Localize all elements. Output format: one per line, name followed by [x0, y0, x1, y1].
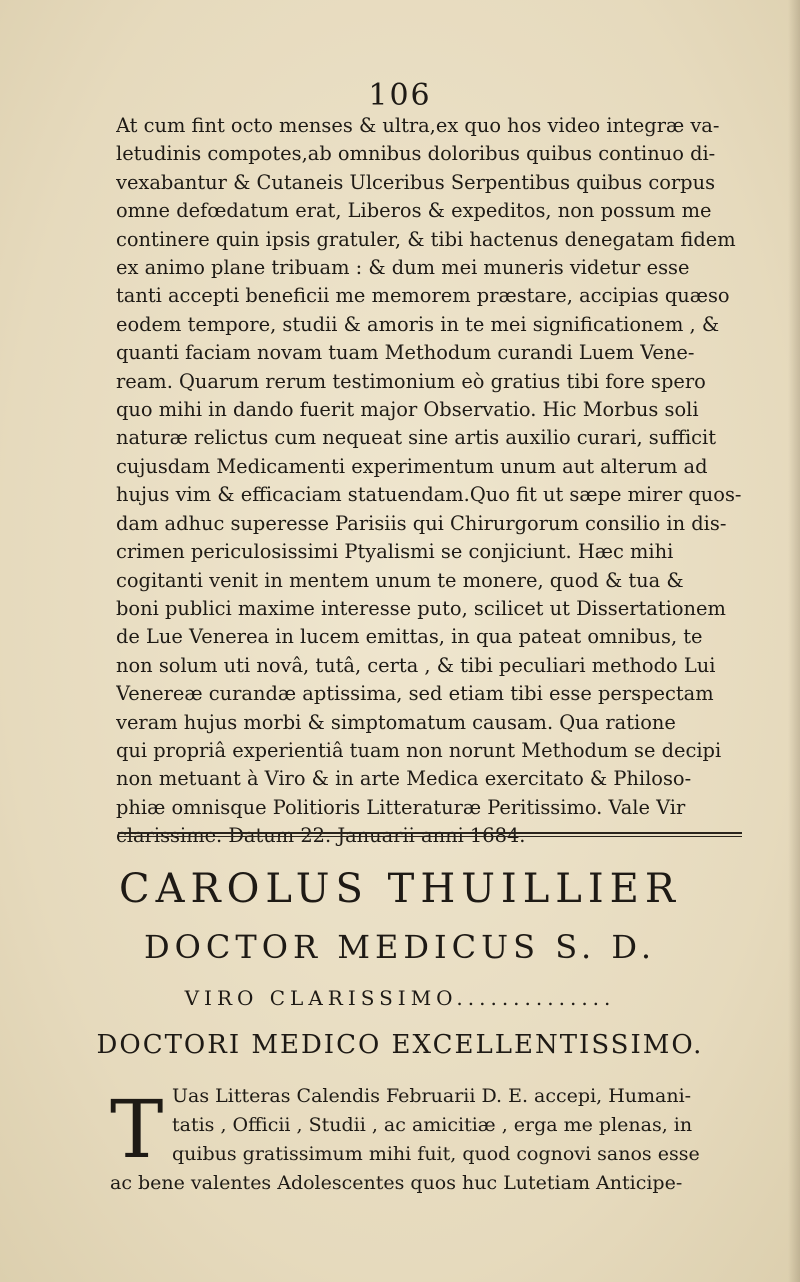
text-line: vexabantur & Cutaneis Ulceribus Serpentibus quibus corpus [116, 170, 716, 194]
letter-author: CAROLUS THUILLIER [119, 866, 681, 912]
text-line: letudinis compotes,ab omnibus doloribus quibus continuo di- [116, 142, 716, 166]
text-line: non metuant à Viro & in arte Medica exercitato & Philoso- [116, 767, 692, 791]
text-line: cujusdam Medicamenti experimentum unum aut alterum ad [116, 454, 708, 478]
text-line: omne defœdatum erat, Liberos & expeditos, non possum me [116, 199, 712, 223]
text-line: phiæ omnisque Politioris Litteraturæ Peritissimo. Vale Vir [116, 795, 686, 819]
recipient-title: DOCTORI MEDICO EXCELLENTISSIMO. [96, 1030, 704, 1060]
text-line: veram hujus morbi & simptomatum causam. Qua ratione [116, 710, 676, 734]
text-line: quo mihi in dando fuerit major Observatio. Hic Morbus soli [116, 398, 699, 422]
section-divider [118, 832, 742, 834]
text-line: At cum fint octo menses & ultra,ex quo hos video integræ va- [116, 114, 720, 137]
text-line: ream. Quarum rerum testimonium eò gratius tibi fore spero [116, 369, 706, 393]
text-line: hujus vim & efficaciam statuendam.Quo fit ut sæpe mirer quos- [116, 483, 742, 507]
text-line: eodem tempore, studii & amoris in te mei significationem , & [116, 312, 720, 336]
text-line: clarissime. Datum 22. Januarii anni 1684. [116, 824, 526, 848]
text-line: non solum uti novâ, tutâ, certa , & tibi peculiari methodo Lui [116, 653, 716, 677]
page-number: 106 [368, 78, 432, 113]
text-line: boni publici maxime interesse puto, scilicet ut Dissertationem [116, 596, 726, 620]
text-line: Uas Litteras Calendis Februarii D. E. accepi, Humani- [172, 1085, 692, 1107]
text-line: tatis , Officii , Studii , ac amicitiæ , erga me plenas, in [172, 1114, 693, 1136]
author-title: DOCTOR MEDICUS S. D. [144, 928, 656, 966]
body-paragraph [116, 112, 752, 851]
text-line: ex animo plane tribuam : & dum mei muneris videtur esse [116, 256, 690, 280]
text-line: quibus gratissimum mihi fuit, quod cognovi sanos esse [172, 1143, 700, 1165]
text-line: naturæ relictus cum nequeat sine artis auxilio curari, sufficit [116, 426, 717, 450]
text-line: crimen periculosissimi Ptyalismi se conjiciunt. Hæc mihi [116, 540, 674, 564]
text-line: Venereæ curandæ aptissima, sed etiam tibi esse perspectam [116, 682, 714, 706]
text-line: tanti accepti beneficii me memorem præstare, accipias quæso [116, 284, 730, 308]
text-line: quanti faciam novam tuam Methodum curandi Luem Vene- [116, 341, 695, 365]
drop-cap: T [110, 1083, 164, 1176]
text-line: ac bene valentes Adolescentes quos huc Lutetiam Anticipe- [110, 1172, 683, 1194]
letter-recipient: VIRO CLARISSIMO.............. [184, 986, 616, 1010]
text-line: dam adhuc superesse Parisiis qui Chirurgorum consilio in dis- [116, 511, 727, 535]
page-edge-shadow [788, 0, 800, 1282]
text-line: de Lue Venerea in lucem emittas, in qua pateat omnibus, te [116, 625, 703, 649]
text-line: cogitanti venit in mentem unum te monere, quod & tua & [116, 568, 684, 592]
text-line: continere quin ipsis gratuler, & tibi hactenus denegatam fidem [116, 227, 736, 251]
letter-body [110, 1082, 760, 1198]
text-line: qui propriâ experientiâ tuam non norunt Methodum se decipi [116, 738, 722, 762]
